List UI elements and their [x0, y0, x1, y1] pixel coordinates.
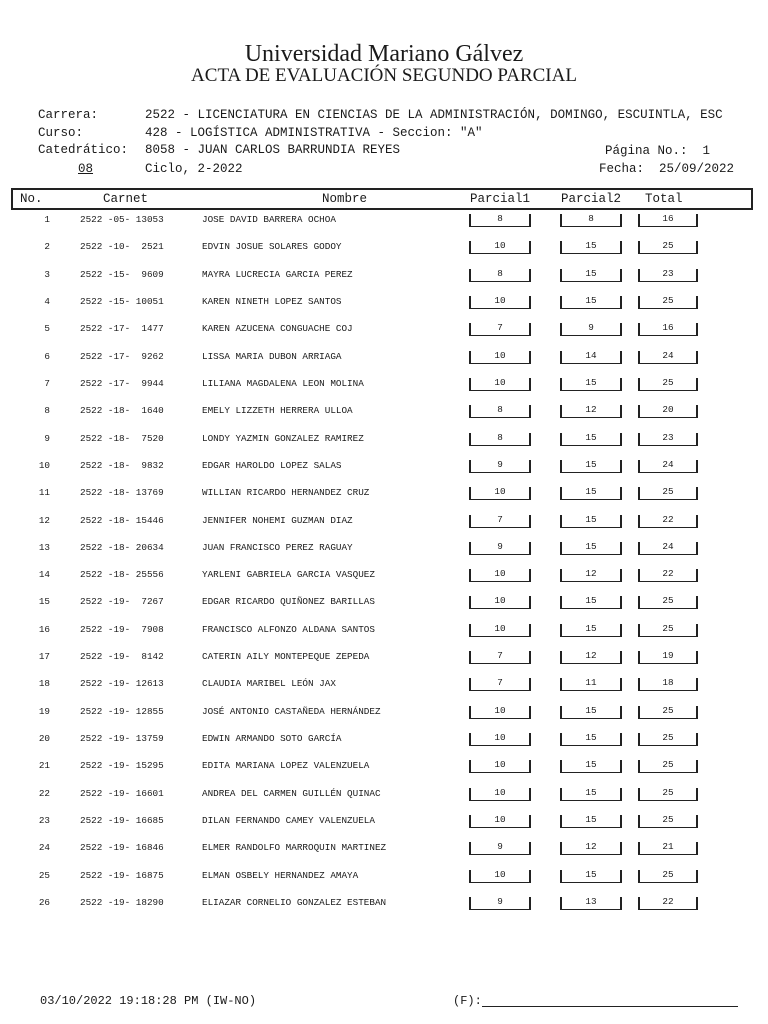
row-carnet: 2522 -17- 9262 [80, 350, 164, 362]
row-total: 16 [638, 214, 698, 227]
row-parcial1: 10 [469, 870, 531, 883]
row-parcial2: 15 [560, 596, 622, 609]
row-number: 6 [44, 350, 50, 362]
print-timestamp: 03/10/2022 19:18:28 PM (IW-NO) [40, 994, 257, 1008]
table-row [0, 624, 768, 644]
row-parcial1: 9 [469, 842, 531, 855]
row-name: YARLENI GABRIELA GARCIA VASQUEZ [202, 569, 375, 581]
row-carnet: 2522 -10- 2521 [80, 241, 164, 253]
table-row [0, 651, 768, 671]
row-name: LONDY YAZMIN GONZALEZ RAMIREZ [202, 432, 364, 444]
row-carnet: 2522 -19- 7908 [80, 623, 164, 635]
row-parcial1: 8 [469, 433, 531, 446]
row-name: WILLIAN RICARDO HERNANDEZ CRUZ [202, 487, 370, 499]
row-parcial2: 15 [560, 733, 622, 746]
col-header-total: Total [645, 192, 683, 206]
row-number: 18 [38, 678, 50, 690]
section-code: 08 [78, 162, 94, 176]
row-parcial2: 12 [560, 405, 622, 418]
row-parcial2: 15 [560, 269, 622, 282]
table-row [0, 815, 768, 835]
row-name: ELMAN OSBELY HERNANDEZ AMAYA [202, 869, 359, 881]
document-title: ACTA DE EVALUACIÓN SEGUNDO PARCIAL [191, 65, 577, 86]
row-number: 15 [38, 596, 50, 608]
table-row [0, 296, 768, 316]
row-parcial2: 15 [560, 296, 622, 309]
row-parcial2: 15 [560, 460, 622, 473]
row-total: 25 [638, 596, 698, 609]
table-row [0, 405, 768, 425]
row-total: 23 [638, 269, 698, 282]
row-carnet: 2522 -18- 20634 [80, 541, 164, 553]
row-parcial1: 8 [469, 214, 531, 227]
row-number: 9 [44, 432, 50, 444]
row-parcial1: 10 [469, 706, 531, 719]
table-row [0, 842, 768, 862]
table-row [0, 378, 768, 398]
table-row [0, 515, 768, 535]
col-header-parcial1: Parcial1 [470, 192, 531, 206]
row-parcial1: 10 [469, 569, 531, 582]
row-total: 25 [638, 296, 698, 309]
row-parcial2: 12 [560, 569, 622, 582]
col-header-carnet: Carnet [103, 192, 149, 206]
row-parcial1: 10 [469, 351, 531, 364]
row-number: 2 [44, 241, 50, 253]
row-total: 22 [638, 569, 698, 582]
row-name: DILAN FERNANDO CAMEY VALENZUELA [202, 815, 375, 827]
row-number: 10 [38, 459, 50, 471]
row-total: 25 [638, 378, 698, 391]
row-total: 25 [638, 624, 698, 637]
row-name: JOSE DAVID BARRERA OCHOA [202, 214, 336, 225]
row-parcial2: 15 [560, 870, 622, 883]
row-parcial2: 15 [560, 241, 622, 254]
row-carnet: 2522 -15- 9609 [80, 268, 164, 280]
row-parcial2: 15 [560, 760, 622, 773]
row-name: JUAN FRANCISCO PEREZ RAGUAY [202, 541, 353, 553]
page-number: Página No.: 1 [605, 144, 711, 158]
row-carnet: 2522 -19- 16875 [80, 869, 164, 881]
row-name: FRANCISCO ALFONZO ALDANA SANTOS [202, 623, 375, 635]
row-name: ELIAZAR CORNELIO GONZALEZ ESTEBAN [202, 897, 387, 908]
row-total: 22 [638, 897, 698, 910]
col-header-no: No. [20, 192, 43, 206]
row-parcial2: 15 [560, 815, 622, 828]
table-row [0, 733, 768, 753]
row-carnet: 2522 -17- 1477 [80, 323, 164, 335]
row-parcial2: 15 [560, 624, 622, 637]
table-row [0, 596, 768, 616]
table-row [0, 870, 768, 890]
row-name: EMELY LIZZETH HERRERA ULLOA [202, 405, 353, 417]
row-parcial2: 14 [560, 351, 622, 364]
curso-value: 428 - LOGÍSTICA ADMINISTRATIVA - Seccion: "A" [145, 126, 483, 140]
row-parcial2: 15 [560, 515, 622, 528]
carrera-label: Carrera: [38, 108, 99, 122]
row-carnet: 2522 -19- 12855 [80, 705, 164, 717]
row-parcial2: 15 [560, 542, 622, 555]
row-number: 11 [38, 487, 50, 499]
row-carnet: 2522 -18- 13769 [80, 487, 164, 499]
col-header-nombre: Nombre [322, 192, 368, 206]
row-parcial2: 12 [560, 842, 622, 855]
catedratico-value: 8058 - JUAN CARLOS BARRUNDIA REYES [145, 143, 401, 157]
table-row [0, 569, 768, 589]
row-total: 18 [638, 678, 698, 691]
row-carnet: 2522 -19- 7267 [80, 596, 164, 608]
row-parcial1: 10 [469, 296, 531, 309]
row-parcial2: 15 [560, 788, 622, 801]
signature-label: (F): [453, 994, 482, 1008]
row-parcial1: 9 [469, 542, 531, 555]
row-parcial2: 13 [560, 897, 622, 910]
fecha: Fecha: 25/09/2022 [599, 162, 735, 176]
row-parcial2: 11 [560, 678, 622, 691]
catedratico-label: Catedrático: [38, 143, 129, 157]
row-carnet: 2522 -19- 8142 [80, 651, 164, 663]
row-number: 24 [38, 842, 50, 854]
row-parcial2: 15 [560, 487, 622, 500]
row-total: 20 [638, 405, 698, 418]
row-number: 14 [38, 569, 50, 581]
row-carnet: 2522 -18- 7520 [80, 432, 164, 444]
row-number: 20 [38, 733, 50, 745]
row-number: 1 [44, 214, 50, 225]
row-parcial1: 10 [469, 733, 531, 746]
row-parcial1: 9 [469, 897, 531, 910]
row-number: 22 [38, 787, 50, 799]
table-row [0, 323, 768, 343]
row-carnet: 2522 -18- 25556 [80, 569, 164, 581]
ciclo: Ciclo, 2-2022 [145, 162, 243, 176]
row-name: ANDREA DEL CARMEN GUILLÉN QUINAC [202, 787, 381, 799]
row-carnet: 2522 -19- 12613 [80, 678, 164, 690]
table-row [0, 897, 768, 917]
table-row [0, 760, 768, 780]
row-number: 23 [38, 815, 50, 827]
row-total: 24 [638, 542, 698, 555]
row-total: 25 [638, 487, 698, 500]
row-carnet: 2522 -18- 15446 [80, 514, 164, 526]
row-total: 22 [638, 515, 698, 528]
row-total: 25 [638, 760, 698, 773]
row-number: 12 [38, 514, 50, 526]
table-row [0, 678, 768, 698]
row-parcial2: 15 [560, 378, 622, 391]
row-parcial1: 7 [469, 678, 531, 691]
row-name: LILIANA MAGDALENA LEON MOLINA [202, 377, 364, 389]
row-parcial1: 10 [469, 815, 531, 828]
row-parcial1: 7 [469, 515, 531, 528]
row-number: 3 [44, 268, 50, 280]
row-total: 25 [638, 870, 698, 883]
row-name: EDGAR HAROLDO LOPEZ SALAS [202, 459, 342, 471]
row-carnet: 2522 -19- 15295 [80, 760, 164, 772]
row-carnet: 2522 -19- 16685 [80, 815, 164, 827]
row-total: 25 [638, 788, 698, 801]
row-total: 23 [638, 433, 698, 446]
row-total: 25 [638, 733, 698, 746]
row-name: CATERIN AILY MONTEPEQUE ZEPEDA [202, 651, 370, 663]
row-number: 7 [44, 377, 50, 389]
row-carnet: 2522 -19- 13759 [80, 733, 164, 745]
table-row [0, 460, 768, 480]
row-name: EDGAR RICARDO QUIÑONEZ BARILLAS [202, 596, 375, 608]
row-carnet: 2522 -18- 9832 [80, 459, 164, 471]
row-carnet: 2522 -15- 10051 [80, 295, 164, 307]
carrera-value: 2522 - LICENCIATURA EN CIENCIAS DE LA ADMINISTRACIÓN, DOMINGO, ESCUINTLA, ESC [145, 108, 723, 122]
row-total: 25 [638, 241, 698, 254]
row-number: 21 [38, 760, 50, 772]
row-number: 17 [38, 651, 50, 663]
row-number: 13 [38, 541, 50, 553]
row-total: 24 [638, 460, 698, 473]
col-header-parcial2: Parcial2 [561, 192, 622, 206]
row-parcial1: 10 [469, 624, 531, 637]
row-name: EDWIN ARMANDO SOTO GARCÍA [202, 733, 342, 745]
row-parcial1: 10 [469, 596, 531, 609]
row-name: MAYRA LUCRECIA GARCIA PEREZ [202, 268, 353, 280]
table-row [0, 542, 768, 562]
row-carnet: 2522 -19- 16846 [80, 842, 164, 854]
row-parcial2: 8 [560, 214, 622, 227]
row-number: 19 [38, 705, 50, 717]
row-parcial1: 10 [469, 378, 531, 391]
row-carnet: 2522 -05- 13053 [80, 214, 164, 225]
row-carnet: 2522 -18- 1640 [80, 405, 164, 417]
table-row [0, 241, 768, 261]
row-number: 8 [44, 405, 50, 417]
row-parcial1: 9 [469, 460, 531, 473]
row-parcial1: 10 [469, 788, 531, 801]
row-name: LISSA MARIA DUBON ARRIAGA [202, 350, 342, 362]
row-name: JOSÉ ANTONIO CASTAÑEDA HERNÁNDEZ [202, 705, 381, 717]
table-row [0, 788, 768, 808]
row-parcial1: 7 [469, 323, 531, 336]
row-total: 16 [638, 323, 698, 336]
row-parcial1: 10 [469, 241, 531, 254]
table-row [0, 487, 768, 507]
university-title: Universidad Mariano Gálvez [244, 41, 524, 67]
row-carnet: 2522 -19- 18290 [80, 897, 164, 908]
row-name: EDITA MARIANA LOPEZ VALENZUELA [202, 760, 370, 772]
row-name: JENNIFER NOHEMI GUZMAN DIAZ [202, 514, 353, 526]
row-parcial2: 15 [560, 433, 622, 446]
row-number: 25 [38, 869, 50, 881]
row-parcial2: 15 [560, 706, 622, 719]
table-row [0, 433, 768, 453]
row-parcial1: 10 [469, 487, 531, 500]
row-total: 25 [638, 706, 698, 719]
table-row [0, 351, 768, 371]
row-number: 4 [44, 295, 50, 307]
row-total: 25 [638, 815, 698, 828]
table-row [0, 214, 768, 234]
row-parcial1: 8 [469, 405, 531, 418]
row-name: EDVIN JOSUE SOLARES GODOY [202, 241, 342, 253]
signature-line [482, 1006, 738, 1007]
row-name: KAREN NINETH LOPEZ SANTOS [202, 295, 342, 307]
row-carnet: 2522 -19- 16601 [80, 787, 164, 799]
row-total: 24 [638, 351, 698, 364]
row-parcial1: 8 [469, 269, 531, 282]
row-name: CLAUDIA MARIBEL LEÓN JAX [202, 678, 336, 690]
row-total: 21 [638, 842, 698, 855]
row-number: 16 [38, 623, 50, 635]
curso-label: Curso: [38, 126, 84, 140]
row-total: 19 [638, 651, 698, 664]
row-name: ELMER RANDOLFO MARROQUIN MARTINEZ [202, 842, 387, 854]
row-parcial1: 10 [469, 760, 531, 773]
row-name: KAREN AZUCENA CONGUACHE COJ [202, 323, 353, 335]
row-parcial2: 12 [560, 651, 622, 664]
row-parcial1: 7 [469, 651, 531, 664]
row-parcial2: 9 [560, 323, 622, 336]
row-carnet: 2522 -17- 9944 [80, 377, 164, 389]
table-row [0, 269, 768, 289]
table-row [0, 706, 768, 726]
row-number: 5 [44, 323, 50, 335]
row-number: 26 [38, 897, 50, 908]
